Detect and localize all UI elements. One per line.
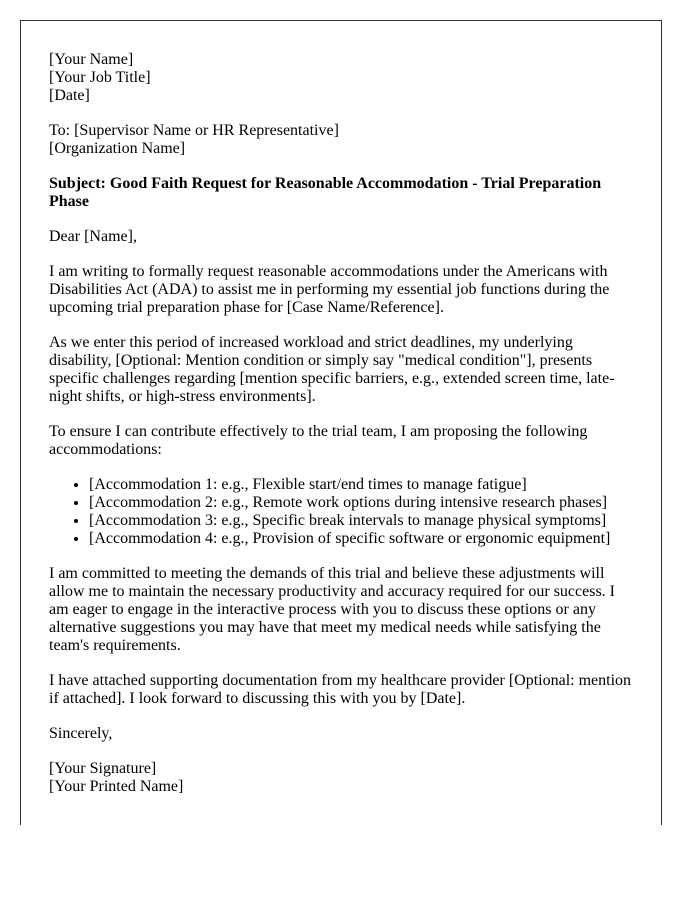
letter-page <box>20 20 662 825</box>
body-paragraph: To ensure I can contribute effectively to the trial team, I am proposing the following accommodations: <box>49 423 588 458</box>
recipient-to: To: [Supervisor Name or HR Representative] <box>49 122 339 139</box>
sender-date: [Date] <box>49 87 90 104</box>
body-paragraph: I have attached supporting documentation from my healthcare provider [Optional: mention if attached]. I look forward to discussing this with you by [Date]. <box>49 672 632 707</box>
accommodation-item: • [Accommodation 3: e.g., Specific break intervals to manage physical symptoms] <box>89 512 632 530</box>
body-paragraph: As we enter this period of increased workload and strict deadlines, my underlying disability, [Optional: Mention condition or simply say "medical condition"], presents specific challenges regarding [mention specific barriers, e.g., extended screen time, late-night shifts, or high-stress environments]. <box>49 334 615 405</box>
signature: [Your Signature] <box>49 760 157 777</box>
sender-block <box>49 51 632 105</box>
salutation: Dear [Name], <box>49 228 137 245</box>
body-paragraph: I am writing to formally request reasonable accommodations under the Americans with Disabilities Act (ADA) to assist me in performing my essential job functions during the upcoming trial preparation phase for [Case Name/Reference]. <box>49 263 610 316</box>
signature-block <box>49 760 632 796</box>
subject-line: Subject: Good Faith Request for Reasonable Accommodation - Trial Preparation Phase <box>49 175 602 210</box>
accommodation-item: • [Accommodation 2: e.g., Remote work options during intensive research phases] <box>89 494 632 512</box>
sign-off: Sincerely, <box>49 725 113 742</box>
sender-name: [Your Name] <box>49 51 134 68</box>
body-paragraph: I am committed to meeting the demands of this trial and believe these adjustments will allow me to maintain the necessary productivity and accuracy required for our success. I am eager to engage in the interactive process with you to discuss these options or any alternative suggestions you may have that meet my medical needs while satisfying the team's requirements. <box>49 565 616 654</box>
accommodation-item: • [Accommodation 4: e.g., Provision of specific software or ergonomic equipment] <box>89 530 632 548</box>
printed-name: [Your Printed Name] <box>49 778 184 795</box>
accommodation-item: • [Accommodation 1: e.g., Flexible start/end times to manage fatigue] <box>89 476 632 494</box>
sender-job-title: [Your Job Title] <box>49 69 151 86</box>
recipient-organization: [Organization Name] <box>49 140 186 157</box>
recipient-block <box>49 122 632 158</box>
accommodations-list <box>49 476 632 548</box>
